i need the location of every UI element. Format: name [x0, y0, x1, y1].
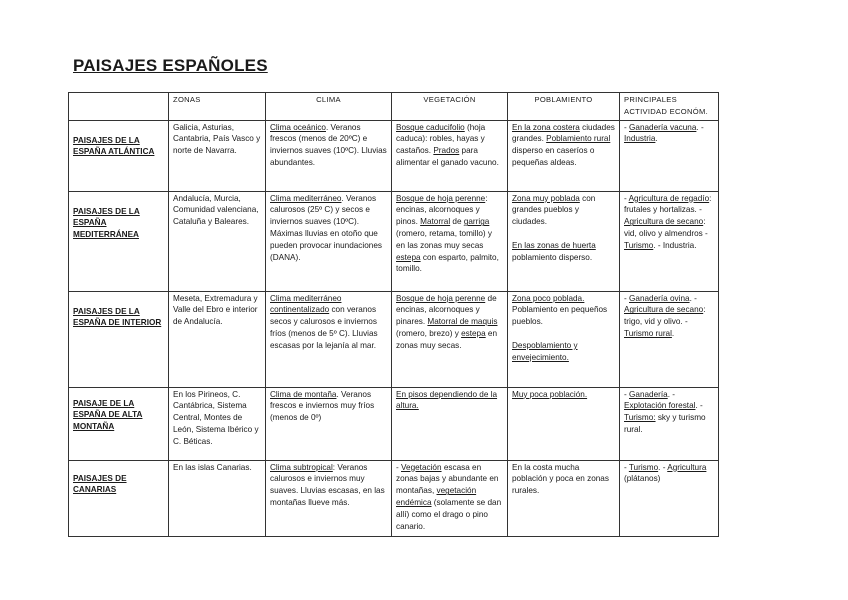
text: - Industria. [657, 240, 697, 250]
underlined-text: Agricultura de secano [624, 217, 704, 227]
header-clima: CLIMA [266, 93, 392, 121]
underlined-text: Turismo [624, 240, 654, 250]
cell-poblamiento [508, 460, 620, 536]
text: disperso en caseríos o pequeñas aldeas. [512, 146, 595, 167]
text: - [684, 317, 688, 327]
text: ciudades grandes. [512, 122, 615, 144]
underlined-text: Agricultura [667, 462, 707, 472]
table-row [69, 460, 719, 536]
table-row [69, 387, 719, 460]
row-title: PAISAJES DE LA ESPAÑA ATLÁNTICA [69, 120, 169, 191]
header-zonas: ZONAS [169, 93, 266, 121]
text: - [662, 462, 668, 472]
cell-zonas: Meseta, Extremadura y Valle del Ebro e interior de Andalucía. [169, 291, 266, 387]
text: (hoja caduca): robles, hayas y castaños. [396, 122, 486, 156]
text: : encinas, alcornoques y pinos. [396, 193, 488, 227]
text: . [336, 389, 339, 399]
text: de [450, 217, 464, 227]
underlined-text: En las zonas de huerta [512, 240, 596, 250]
underlined-text: En pisos dependiendo de la altura. [396, 389, 498, 411]
row-title: PAISAJES DE CANARIAS [69, 460, 169, 536]
text: Poblamiento en pequeños pueblos. [512, 305, 608, 327]
text: - [624, 389, 630, 399]
text: : [332, 462, 336, 472]
underlined-text: Zona poco poblada. [512, 293, 585, 303]
underlined-text: Matorral [420, 217, 451, 227]
text: . [325, 122, 329, 132]
cell-actividad [620, 191, 719, 291]
row-title: PAISAJE DE LA ESPAÑA DE ALTA MONTAÑA [69, 387, 169, 460]
text: Veranos calurosos (25º C) y secos e inviernos suaves (10ºC). Máximas lluvias en otoño que pueden provocar inundaciones (DANA). [270, 193, 382, 262]
table-row [69, 191, 719, 291]
text: . [696, 122, 701, 132]
underlined-text: Bosque caducifolio [396, 122, 465, 132]
text: (solamente se dan allí) como el drago o pino canario. [396, 497, 502, 531]
cell-vegetacion [392, 291, 508, 387]
cell-zonas: En las islas Canarias. [169, 460, 266, 536]
cell-vegetacion [392, 191, 508, 291]
table-row [69, 120, 719, 191]
text: En la costa mucha población y poca en zonas rurales. [512, 462, 609, 496]
underlined-text: Agricultura de secano [624, 305, 704, 315]
table-header-row [69, 93, 719, 121]
cell-actividad [620, 120, 719, 191]
text: Veranos frescos e inviernos muy fríos (menos de 0º) [270, 389, 375, 423]
text: . [341, 193, 344, 203]
cell-poblamiento [508, 120, 620, 191]
underlined-text: Vegetación [401, 462, 442, 472]
cell-zonas: En los Pirineos, C. Cantábrica, Sistema Central, Montes de León, Sistema Ibérico y C. Béticas. [169, 387, 266, 460]
underlined-text: estepa [461, 328, 486, 338]
underlined-text: Explotación forestal [624, 401, 696, 411]
text: : frutales y hortalizas. [624, 193, 712, 215]
text: - [705, 228, 708, 238]
underlined-text: Industria [624, 134, 656, 144]
cell-poblamiento [508, 387, 620, 460]
underlined-text: Clima mediterráneo continentalizado [270, 293, 342, 315]
cell-actividad [620, 291, 719, 387]
header-actividad: PRINCIPALES ACTIVIDAD ECONÓM. [620, 93, 719, 121]
cell-zonas: Galicia, Asturias, Cantabria, País Vasco y norte de Navarra. [169, 120, 266, 191]
row-title: PAISAJES DE LA ESPAÑA MEDITERRÁNEA [69, 191, 169, 291]
underlined-text: Bosque de hoja perenne [396, 193, 486, 203]
underlined-text: Ganadería ovina [629, 293, 690, 303]
text: . [658, 462, 663, 472]
underlined-text: Clima oceánico [270, 122, 326, 132]
cell-actividad [620, 460, 719, 536]
underlined-text: Turismo [628, 462, 659, 472]
text: . [653, 240, 658, 250]
header-cell-empty [69, 93, 169, 121]
underlined-text: estepa [396, 252, 421, 262]
cell-actividad [620, 387, 719, 460]
cell-clima [266, 120, 392, 191]
cell-clima [266, 291, 392, 387]
text: - [700, 122, 704, 132]
text: con veranos secos y calurosos e inviernos fríos (menos de 5º C). Lluvias escasas por la lejanía al mar. [270, 305, 378, 350]
text: : vid, olivo y almendros [624, 217, 706, 238]
cell-clima [266, 191, 392, 291]
text: - [624, 293, 630, 303]
cell-poblamiento [508, 291, 620, 387]
underlined-text: Despoblamiento y envejecimiento. [512, 340, 578, 362]
row-title: PAISAJES DE LA ESPAÑA DE INTERIOR [69, 291, 169, 387]
underlined-text: Matorral de maquis [427, 317, 498, 327]
text: - [624, 193, 629, 203]
underlined-text: Muy poca población. [512, 389, 588, 399]
underlined-text: Zona muy poblada [512, 193, 580, 203]
text: Veranos frescos (menos de 20ºC) e inviernos suaves (10ºC). Lluvias abundantes. [270, 122, 387, 167]
text: . [667, 389, 673, 399]
underlined-text: Clima de montaña [270, 389, 337, 399]
text: - [699, 205, 702, 215]
underlined-text: vegetación endémica [396, 486, 477, 507]
text: . [695, 401, 701, 411]
underlined-text: Ganadería vacuna [629, 122, 697, 132]
underlined-text: Agricultura de regadío [628, 193, 710, 203]
underlined-text: garriga [463, 217, 490, 227]
cell-clima [266, 460, 392, 536]
text: (romero, retama, tomillo) y en las zonas muy secas [396, 228, 492, 250]
header-poblamiento: POBLAMIENTO [508, 93, 620, 121]
text: . [655, 134, 658, 144]
underlined-text: Bosque de hoja perenne [396, 293, 486, 303]
underlined-text: Ganadería [629, 389, 668, 399]
text: con esparto, palmito, tomillo. [396, 252, 499, 274]
text: - [624, 462, 629, 472]
text: - [700, 401, 703, 411]
cell-clima [266, 387, 392, 460]
text: con grandes pueblos y ciudades. [512, 193, 596, 227]
underlined-text: Turismo: [624, 413, 656, 423]
underlined-text: Clima subtropical [270, 462, 333, 472]
text: poblamiento disperso. [512, 252, 593, 262]
underlined-text: En la zona costera [512, 122, 580, 132]
table-row [69, 291, 719, 387]
text: escasa en zonas bajas y abundante en montañas, [396, 462, 499, 496]
underlined-text: Poblamiento rural [546, 134, 611, 144]
text: para alimentar el ganado vacuno. [396, 146, 499, 167]
text: . [671, 328, 675, 338]
text: - [624, 122, 630, 132]
cell-vegetacion [392, 120, 508, 191]
text: - [694, 293, 697, 303]
text: Veranos calurosos e inviernos muy suaves. Lluvias escasas, en las montañas llueve más. [270, 462, 385, 507]
text: (plátanos) [624, 474, 661, 484]
cell-vegetacion [392, 387, 508, 460]
underlined-text: Prados [433, 146, 460, 156]
text: . [689, 293, 695, 303]
text: (romero, brezo) y [396, 328, 462, 338]
text: : trigo, vid y olivo. [624, 305, 706, 327]
cell-poblamiento [508, 191, 620, 291]
header-vegetacion: VEGETACIÓN [392, 93, 508, 121]
underlined-text: Turismo rural [624, 328, 672, 338]
text: en zonas muy secas. [396, 328, 498, 350]
text: sky y turismo rural. [624, 413, 706, 434]
text: - [396, 462, 402, 472]
cell-zonas: Andalucía, Murcia, Comunidad valenciana, Cataluña y Baleares. [169, 191, 266, 291]
text: - [672, 389, 676, 399]
underlined-text: Clima mediterráneo [270, 193, 342, 203]
landscapes-table [68, 92, 719, 537]
cell-vegetacion [392, 460, 508, 536]
text: de encinas, alcornoques y pinares. [396, 293, 497, 327]
page-title: PAISAJES ESPAÑOLES [73, 56, 268, 75]
